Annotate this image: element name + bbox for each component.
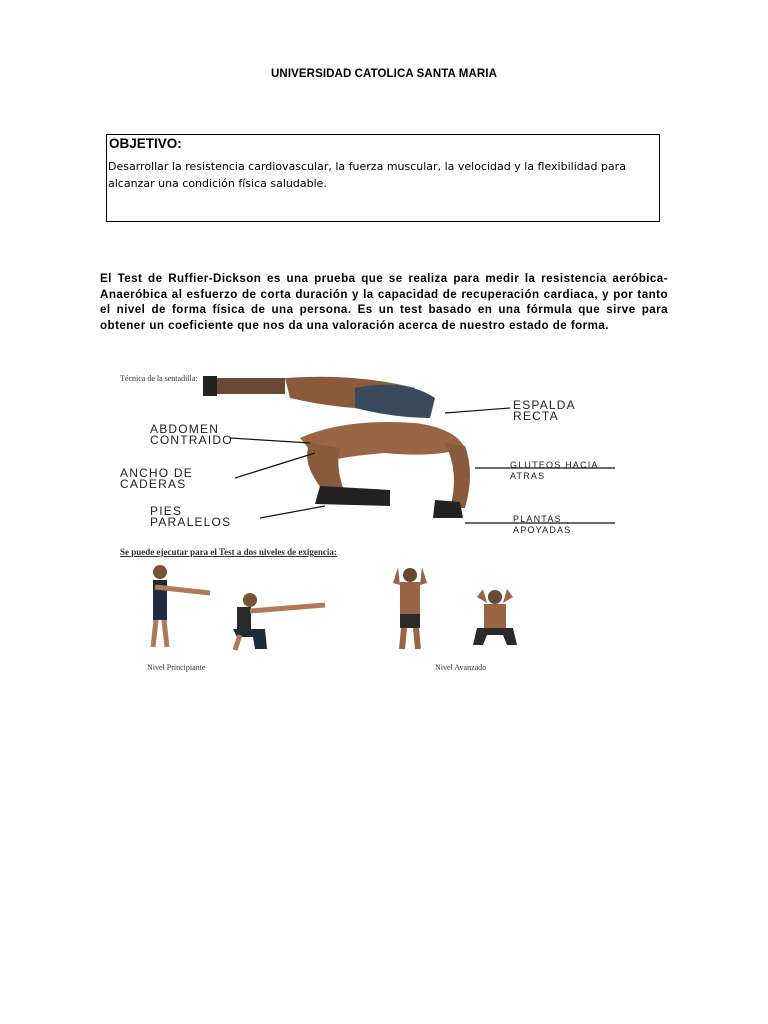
intro-paragraph: El Test de Ruffier-Dickson es una prueba que se realiza para medir la resistencia aeróbica- Anaeróbica al esfuerzo de corta duración y la capacidad de recuperación cardiaca, y por tanto el nivel de forma física de una persona. Es un test basado en una fórmula que sirve para obtener un coeficiente que nos da una valoración acerca de nuestro estado de forma. [100, 272, 668, 332]
objective-text: Desarrollar la resistencia cardiovascular, la fuerza muscular, la velocidad y la flexibilidad para alcanzar una condición física saludable. [108, 160, 626, 190]
figure1-caption: Técnica de la sentadilla: [120, 374, 198, 383]
hand-shape [203, 376, 217, 396]
label-pies: PIES PARALELOS [150, 504, 232, 529]
level2-caption: Nivel Avanzado [435, 663, 487, 672]
figure2-caption: Se puede ejecutar para el Test a dos niveles de exigencia: [120, 547, 337, 557]
level1-caption: Nivel Principiante [147, 663, 206, 672]
calf-left-shape [307, 443, 345, 493]
shoe-left-shape [315, 486, 390, 506]
label-plantas: PLANTAS APOYADAS [513, 514, 572, 535]
exercise-levels-figure [115, 545, 625, 680]
squat-technique-figure [115, 368, 625, 535]
objective-heading: OBJETIVO: [109, 136, 182, 151]
label-gluteos: GLUTEOS HACIA ATRAS [510, 460, 599, 481]
shorts-shape [355, 385, 435, 418]
squat-illustration [115, 368, 625, 528]
page-title: UNIVERSIDAD CATOLICA SANTA MARIA [271, 68, 497, 80]
label-espalda: ESPALDA RECTA [513, 398, 576, 423]
calf-right-shape [445, 443, 470, 508]
label-caderas: ANCHO DE CADERAS [120, 466, 193, 491]
objective-box [106, 134, 660, 222]
levels-illustration [115, 545, 625, 680]
shoe-right-shape [433, 500, 463, 518]
label-abdomen: ABDOMEN CONTRAIDO [150, 422, 233, 447]
